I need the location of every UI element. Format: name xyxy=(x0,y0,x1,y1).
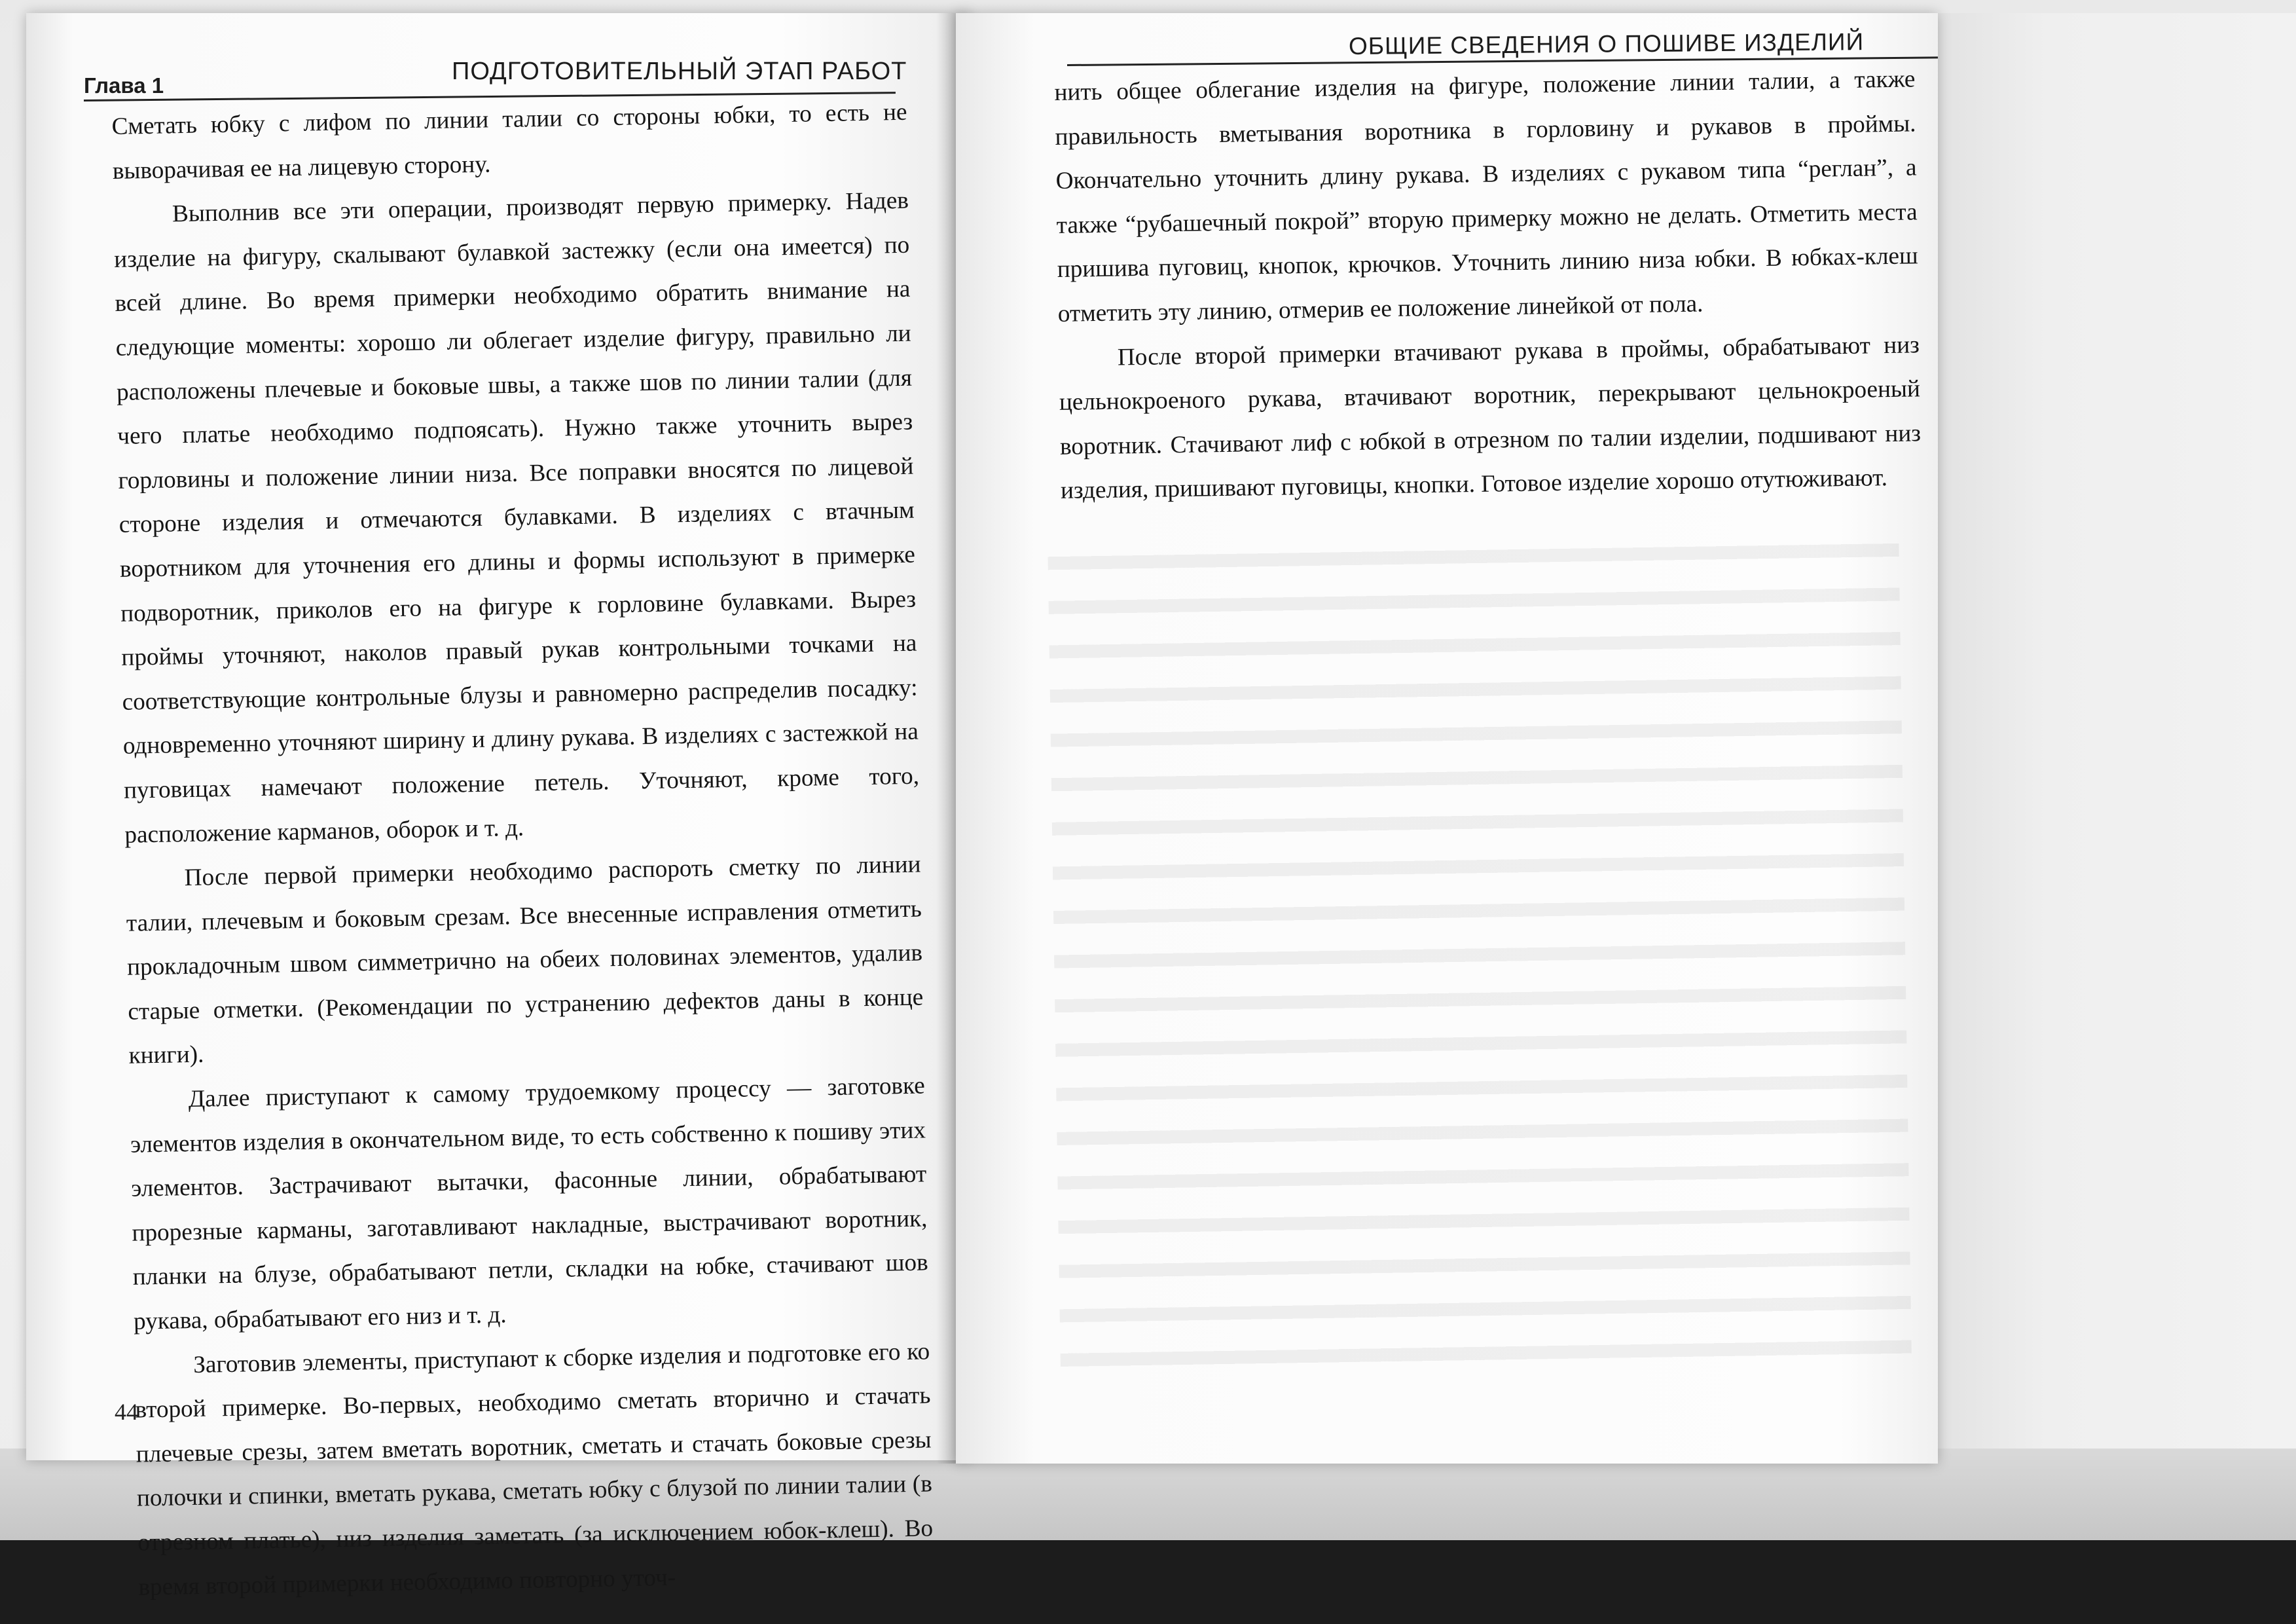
left-page-number: 44 xyxy=(115,1399,138,1425)
right-page-bleed-through xyxy=(1048,517,1912,1382)
left-body-text xyxy=(111,90,934,1610)
left-paragraph-3: После первой примерки необходимо распороть сметку по линии талии, плечевым и боковым срезам. Все внесенные исправления отметить прокладочным швом симметрично на обеих половинах элементов, удалив старые отметки. (Рекомендации по устранению дефектов даны в конце книги). xyxy=(126,851,924,1070)
left-running-title: ПОДГОТОВИТЕЛЬНЫЙ ЭТАП РАБОТ xyxy=(452,58,907,85)
right-paragraph-1: нить общее облегание изделия на фигуре, положение линии талии, а также правильность вметывания воротника в горловину и рукавов в проймы. Окончательно уточнить длину рукава. В изделиях с рукавом типа “реглан”, а также “рубашечный покрой” вторую примерку можно не делать. Отметить места пришива пуговиц, кнопок, крючков. Уточнить линию низа юбки. В юбках-клеш отметить эту линию, отмерив ее положение линейкой от пола. xyxy=(1054,65,1918,327)
adjacent-page-edge xyxy=(1938,13,2296,1454)
left-page xyxy=(26,13,969,1601)
left-paragraph-4: Далее приступают к самому трудоемкому процессу — заготовке элементов изделия в окончательном виде, то есть собственно к пошиву этих элементов. Застрачивают вытачки, фасонные линии, обрабатывают прорезные карманы, заготавливают накладные, выстрачивают воротник, планки на блузе, обрабатывают петли, складки на юбке, стачивают шов рукава, обрабатывают его низ и т. д. xyxy=(130,1072,928,1335)
chapter-label: Глава 1 xyxy=(84,73,164,98)
right-body-text xyxy=(1054,57,1922,513)
left-paragraph-5: Заготовив элементы, приступают к сборке изделия и подготовке его ко второй примерке. Во-первых, необходимо сметать вторично и стачать плечевые срезы, затем вметать воротник, сметать и стачать боковые срезы полочки и спинки, вметать рукава, сметать юбку с блузой по линии талии (в отрезном платье), низ изделия заметать (за исключением юбок-клеш). Во время второй примерки необходимо повторно уточ- xyxy=(135,1338,934,1601)
left-paragraph-1: Сметать юбку с лифом по линии талии со стороны юбки, то есть не выворачивая ее на лицевую сторону. xyxy=(111,98,907,185)
right-running-title: ОБЩИЕ СВЕДЕНИЯ О ПОШИВЕ ИЗДЕЛИЙ xyxy=(1348,28,1865,60)
right-paragraph-2: После второй примерки втачивают рукава в проймы, обрабатывают низ цельнокроеного рукава, втачивают воротник, перекрывают цельнокроеный воротник. Стачивают лиф с юбкой в отрезном по талии изделии, подшивают низ изделия, пришивают пуговицы, кнопки. Готовое изделие хорошо отутюживают. xyxy=(1059,331,1922,505)
left-paragraph-2: Выполнив все эти операции, производят первую примерку. Надев изделие на фигуру, скалывают булавкой застежку (если она имеется) по всей длине. Во время примерки необходимо обратить внимание на следующие моменты: хорошо ли облегает изделие фигуру, правильно ли расположены плечевые и боковые швы, а также шов по линии талии (для чего платье необходимо подпоясать). Нужно также уточнить вырез горловины и положение линии низа. Все поправки вносятся по лицевой стороне изделия и отмечаются булавками. В изделиях с втачным воротником для уточнения его длины и формы используют в примерке подворотник, приколов его на фигуре к горловине булавками. Вырез проймы уточняют, наколов правый рукав контрольными точками на соответствующие контрольные блузы и равномерно распределив посадку: одновременно уточняют ширину и длину рукава. В изделиях с застежкой на пуговицах намечают положение петель. Уточняют, кроме того, расположение карманов, оборок и т. д. xyxy=(113,187,920,849)
right-page xyxy=(956,13,1938,1464)
